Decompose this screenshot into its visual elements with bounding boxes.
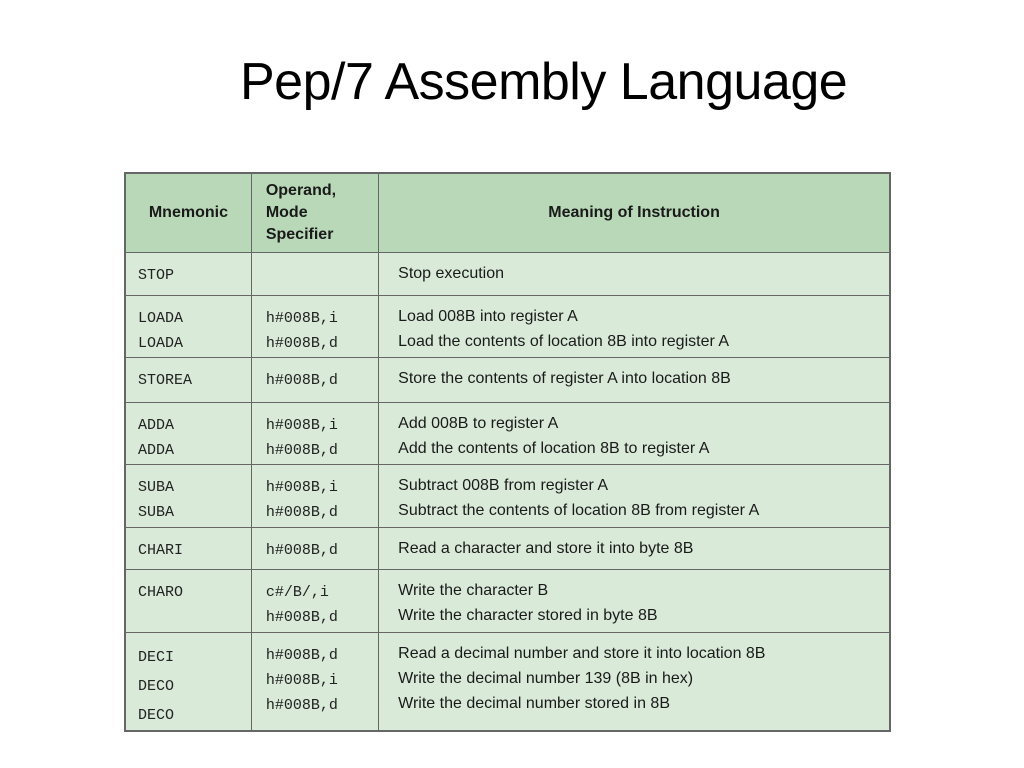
- meaning-cell: [379, 528, 890, 570]
- operand: h#008B,d: [265, 697, 338, 714]
- mnemonic: ADDA: [138, 442, 175, 459]
- meaning-cell: [379, 253, 890, 296]
- operand: h#008B,d: [265, 372, 338, 389]
- meaning: Subtract the contents of location 8B from register A: [398, 502, 760, 519]
- operand-cell: [251, 358, 378, 403]
- mnemonic: STOP: [138, 267, 175, 284]
- mnemonic-cell: [125, 296, 251, 358]
- header-operand-line: Specifier: [265, 226, 334, 243]
- meaning: Read a decimal number and store it into location 8B: [398, 645, 766, 662]
- meaning: Write the decimal number stored in 8B: [398, 695, 670, 712]
- header-operand-line: Mode: [265, 204, 308, 221]
- mnemonic: DECO: [138, 707, 175, 724]
- table-header-row: [125, 173, 890, 253]
- mnemonic: SUBA: [138, 504, 175, 521]
- meaning: Add the contents of location 8B to register A: [398, 440, 710, 457]
- operand: h#008B,i: [265, 479, 338, 496]
- operand: h#008B,d: [265, 442, 338, 459]
- operand: h#008B,d: [265, 335, 338, 352]
- mnemonic: ADDA: [138, 417, 175, 434]
- operand: h#008B,d: [265, 647, 338, 664]
- table-row: [125, 465, 890, 528]
- mnemonic-cell: [125, 528, 251, 570]
- meaning: Load 008B into register A: [398, 308, 578, 325]
- mnemonic-cell: [125, 465, 251, 528]
- meaning-cell: [379, 465, 890, 528]
- operand-cell: [251, 253, 378, 296]
- operand: h#008B,i: [265, 417, 338, 434]
- operand: h#008B,d: [265, 542, 338, 559]
- table-row: [125, 570, 890, 633]
- operand: h#008B,d: [265, 504, 338, 521]
- header-operand: [251, 173, 378, 253]
- table-row: [125, 358, 890, 403]
- meaning: Add 008B to register A: [398, 415, 559, 432]
- mnemonic: CHARI: [138, 542, 184, 559]
- operand-cell: [251, 403, 378, 465]
- table-row: [125, 528, 890, 570]
- mnemonic-cell: [125, 358, 251, 403]
- mnemonic: DECO: [138, 678, 175, 695]
- operand-cell: [251, 633, 378, 732]
- mnemonic-cell: [125, 403, 251, 465]
- mnemonic: CHARO: [138, 584, 184, 601]
- mnemonic-cell: [125, 633, 251, 732]
- meaning-cell: [379, 358, 890, 403]
- mnemonic: LOADA: [138, 310, 184, 327]
- meaning: Write the decimal number 139 (8B in hex): [398, 670, 694, 687]
- table-row: [125, 633, 890, 732]
- operand: h#008B,d: [265, 609, 338, 626]
- header-meaning: Meaning of Instruction: [379, 173, 890, 253]
- slide-title: Pep/7 Assembly Language: [240, 53, 848, 111]
- mnemonic-cell: [125, 570, 251, 633]
- mnemonic: DECI: [138, 649, 175, 666]
- operand-cell: [251, 296, 378, 358]
- meaning: Subtract 008B from register A: [398, 477, 609, 494]
- operand-cell: [251, 465, 378, 528]
- meaning: Stop execution: [398, 265, 505, 282]
- table-row: [125, 403, 890, 465]
- meaning: Write the character stored in byte 8B: [398, 607, 658, 624]
- mnemonic-cell: [125, 253, 251, 296]
- operand: c#/B/,i: [265, 584, 329, 601]
- header-operand-line: Operand,: [265, 182, 337, 199]
- meaning: Write the character B: [398, 582, 549, 599]
- meaning-cell: [379, 403, 890, 465]
- header-mnemonic: Mnemonic: [125, 173, 251, 253]
- table-row: [125, 296, 890, 358]
- operand-cell: [251, 528, 378, 570]
- table-row: [125, 253, 890, 296]
- mnemonic: SUBA: [138, 479, 175, 496]
- mnemonic: STOREA: [138, 372, 193, 389]
- operand: h#008B,i: [265, 310, 338, 327]
- instruction-table: [124, 172, 891, 732]
- mnemonic: LOADA: [138, 335, 184, 352]
- meaning-cell: [379, 633, 890, 732]
- meaning-cell: [379, 296, 890, 358]
- meaning: Store the contents of register A into location 8B: [398, 370, 731, 387]
- operand: h#008B,i: [265, 672, 338, 689]
- operand-cell: [251, 570, 378, 633]
- meaning: Load the contents of location 8B into register A: [398, 333, 730, 350]
- meaning-cell: [379, 570, 890, 633]
- meaning: Read a character and store it into byte 8B: [398, 540, 694, 557]
